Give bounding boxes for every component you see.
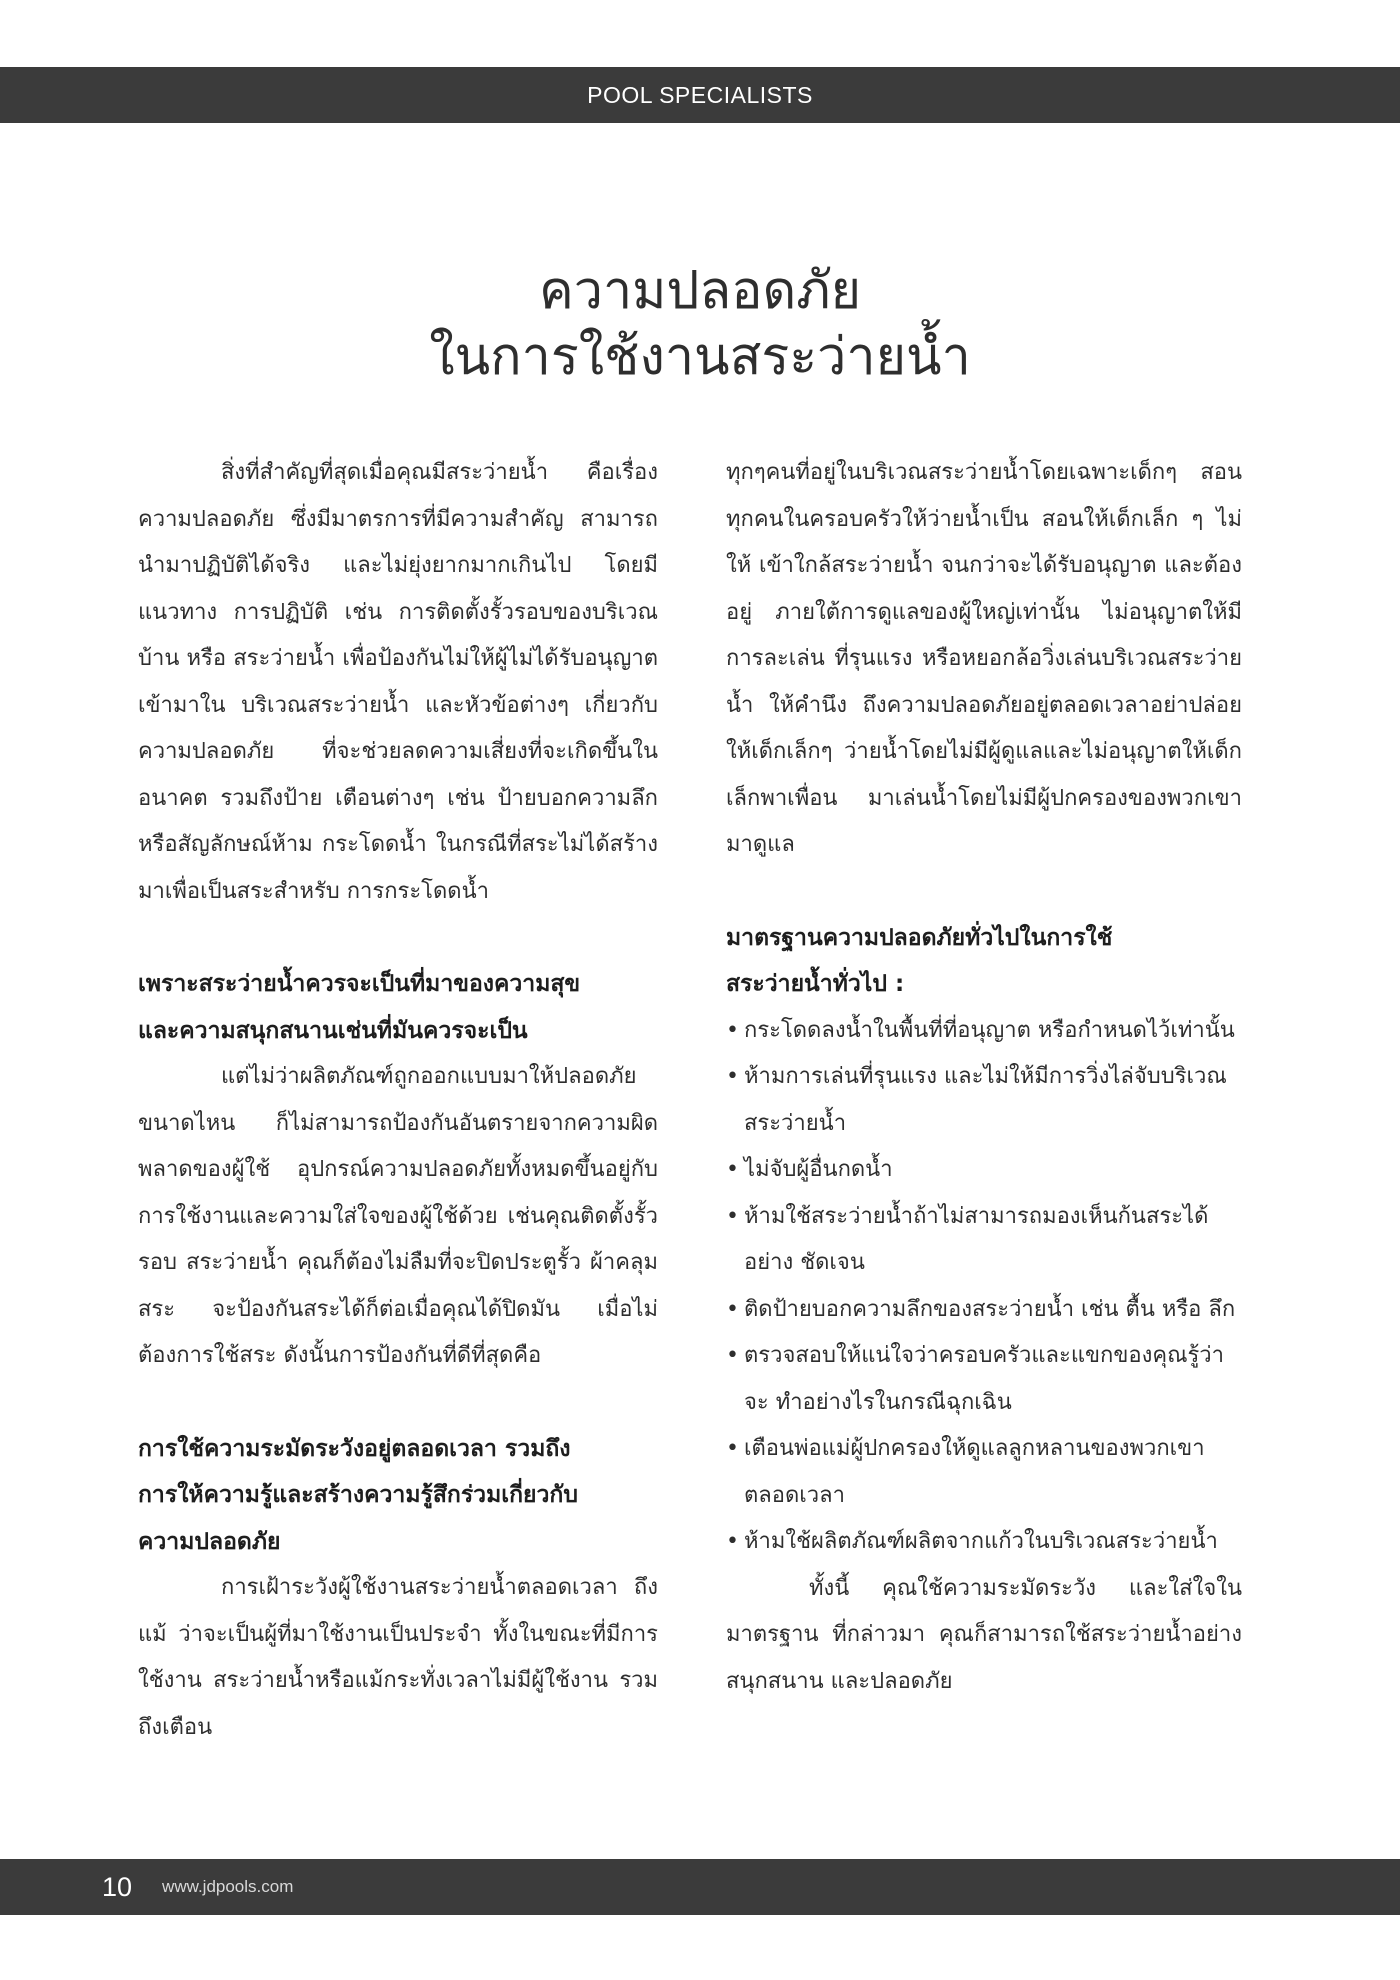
list-item-text: เตือนพ่อแม่ผู้ปกครองให้ดูแลลูกหลานของพวกเขา ตลอดเวลา	[744, 1436, 1205, 1508]
heading-line: การใช้ความระมัดระวังอยู่ตลอดเวลา รวมถึง	[138, 1435, 571, 1462]
supervision-paragraph: การเฝ้าระวังผู้ใช้งานสระว่ายน้ำตลอดเวลา ถึงแม้ ว่าจะเป็นผู้ที่มาใช้งานเป็นประจำ ทั้งในขณะที่มีการใช้งาน สระว่ายน้ำหรือแม้กระทั่งเวลาไม่มีผู้ใช้งาน รวมถึงเตือน	[138, 1575, 658, 1740]
list-item-text: ไม่จับผู้อื่นกดน้ำ	[744, 1157, 893, 1182]
list-item-text: ติดป้ายบอกความลึกของสระว่ายน้ำ เช่น ตื้น หรือ ลึก	[744, 1296, 1236, 1322]
list-item-text: ห้ามการเล่นที่รุนแรง และไม่ให้มีการวิ่งไล่จับบริเวณ สระว่ายน้ำ	[744, 1064, 1227, 1136]
bullet-icon: •	[726, 1436, 739, 1461]
list-item-text: ตรวจสอบให้แน่ใจว่าครอบครัวและแขกของคุณรู้ว่าจะ ทำอย่างไรในกรณีฉุกเฉิน	[744, 1343, 1225, 1415]
bullet-icon: •	[726, 1296, 739, 1322]
heading-line: เพราะสระว่ายน้ำควรจะเป็นที่มาของความสุข	[138, 971, 581, 997]
list-item	[726, 1426, 1242, 1519]
heading-line: และความสนุกสนานเช่นที่มันควรจะเป็น	[138, 1017, 528, 1044]
list-item	[726, 1519, 1242, 1566]
list-item-text: ห้ามใช้ผลิตภัณฑ์ผลิตจากแก้วในบริเวณสระว่ายน้ำ	[744, 1529, 1218, 1554]
list-item	[726, 1147, 1242, 1194]
closing-paragraph: ทั้งนี้ คุณใช้ความระมัดระวัง และใส่ใจในมาตรฐาน ที่กล่าวมา คุณก็สามารถใช้สระว่ายน้ำอย่างสนุกสนาน และปลอดภัย	[726, 1575, 1242, 1694]
list-item-text: ห้ามใช้สระว่ายน้ำถ้าไม่สามารถมองเห็นก้นสระได้อย่าง ชัดเจน	[744, 1203, 1209, 1275]
list-item	[726, 1287, 1242, 1334]
heading-line: ความปลอดภัย	[138, 1528, 281, 1555]
product-safety-paragraph: แต่ไม่ว่าผลิตภัณฑ์ถูกออกแบบมาให้ปลอดภัย ขนาดไหน ก็ไม่สามารถป้องกันอันตรายจากความผิด พลาดของผู้ใช้ อุปกรณ์ความปลอดภัยทั้งหมดขึ้นอยู่กับ การใช้งานและความใส่ใจของผู้ใช้ด้วย เช่นคุณติดตั้งรั้วรอบ สระว่ายน้ำ คุณก็ต้องไม่ลืมที่จะปิดประตูรั้ว ผ้าคลุมสระ จะป้องกันสระได้ก็ต่อเมื่อคุณได้ปิดมัน เมื่อไม่ต้องการใช้สระ ดังนั้นการป้องกันที่ดีที่สุดคือ	[138, 1064, 658, 1368]
header-band	[0, 67, 1400, 123]
section-heading-standards	[726, 915, 1242, 1008]
heading-line: การให้ความรู้และสร้างความรู้สึกร่วมเกี่ยวกับ	[138, 1482, 578, 1508]
left-column	[138, 450, 658, 1751]
bullet-icon: •	[726, 1343, 739, 1368]
bullet-icon: •	[726, 1017, 739, 1043]
bullet-icon: •	[726, 1157, 739, 1182]
page-title	[0, 258, 1400, 390]
bullet-icon: •	[726, 1203, 739, 1229]
website-link[interactable]: www.jdpools.com	[162, 1877, 294, 1896]
header-label: POOL SPECIALISTS	[587, 81, 813, 108]
intro-paragraph: สิ่งที่สำคัญที่สุดเมื่อคุณมีสระว่ายน้ำ คือเรื่อง ความปลอดภัย ซึ่งมีมาตรการที่มีความสำคัญ สามารถ นำมาปฏิบัติได้จริง และไม่ยุ่งยากมากเกินไป โดยมีแนวทาง การปฏิบัติ เช่น การติดตั้งรั้วรอบของบริเวณบ้าน หรือ สระว่ายน้ำ เพื่อป้องกันไม่ให้ผู้ไม่ได้รับอนุญาตเข้ามาใน บริเวณสระว่ายน้ำ และหัวข้อต่างๆ เกี่ยวกับความปลอดภัย ที่จะช่วยลดความเสี่ยงที่จะเกิดขึ้นในอนาคต รวมถึงป้าย เตือนต่างๆ เช่น ป้ายบอกความลึก หรือสัญลักษณ์ห้าม กระโดดน้ำ ในกรณีที่สระไม่ได้สร้างมาเพื่อเป็นสระสำหรับ การกระโดดน้ำ	[138, 460, 658, 904]
page-number: 10	[102, 1871, 133, 1902]
footer-band	[0, 1859, 1400, 1915]
bullet-icon: •	[726, 1064, 739, 1089]
list-item	[726, 1008, 1242, 1055]
section-heading-joy	[138, 961, 658, 1054]
list-item	[726, 1194, 1242, 1287]
title-line-2: ในการใช้งานสระว่ายน้ำ	[429, 327, 971, 387]
list-item	[726, 1054, 1242, 1147]
heading-line: มาตรฐานความปลอดภัยทั่วไปในการใช้	[726, 924, 1113, 951]
heading-line: สระว่ายน้ำทั่วไป :	[726, 971, 905, 997]
right-column	[726, 450, 1242, 1705]
section-heading-awareness	[138, 1426, 658, 1566]
children-paragraph: ทุกๆคนที่อยู่ในบริเวณสระว่ายน้ำโดยเฉพาะเด็กๆ สอน ทุกคนในครอบครัวให้ว่ายน้ำเป็น สอนให้เด็กเล็ก ๆ ไม่ให้ เข้าใกล้สระว่ายน้ำ จนกว่าจะได้รับอนุญาต และต้องอยู่ ภายใต้การดูแลของผู้ใหญ่เท่านั้น ไม่อนุญาตให้มีการละเล่น ที่รุนแรง หรือหยอกล้อวิ่งเล่นบริเวณสระว่ายน้ำ ให้คำนึง ถึงความปลอดภัยอยู่ตลอดเวลาอย่าปล่อยให้เด็กเล็กๆ ว่ายน้ำโดยไม่มีผู้ดูแลและไม่อนุญาตให้เด็กเล็กพาเพื่อน มาเล่นน้ำโดยไม่มีผู้ปกครองของพวกเขามาดูแล	[726, 460, 1242, 857]
list-item-text: กระโดดลงน้ำในพื้นที่ที่อนุญาต หรือกำหนดไว้เท่านั้น	[744, 1017, 1235, 1043]
title-line-1: ความปลอดภัย	[538, 261, 862, 321]
bullet-icon: •	[726, 1529, 739, 1554]
safety-rules-list	[726, 1008, 1242, 1566]
list-item	[726, 1333, 1242, 1426]
